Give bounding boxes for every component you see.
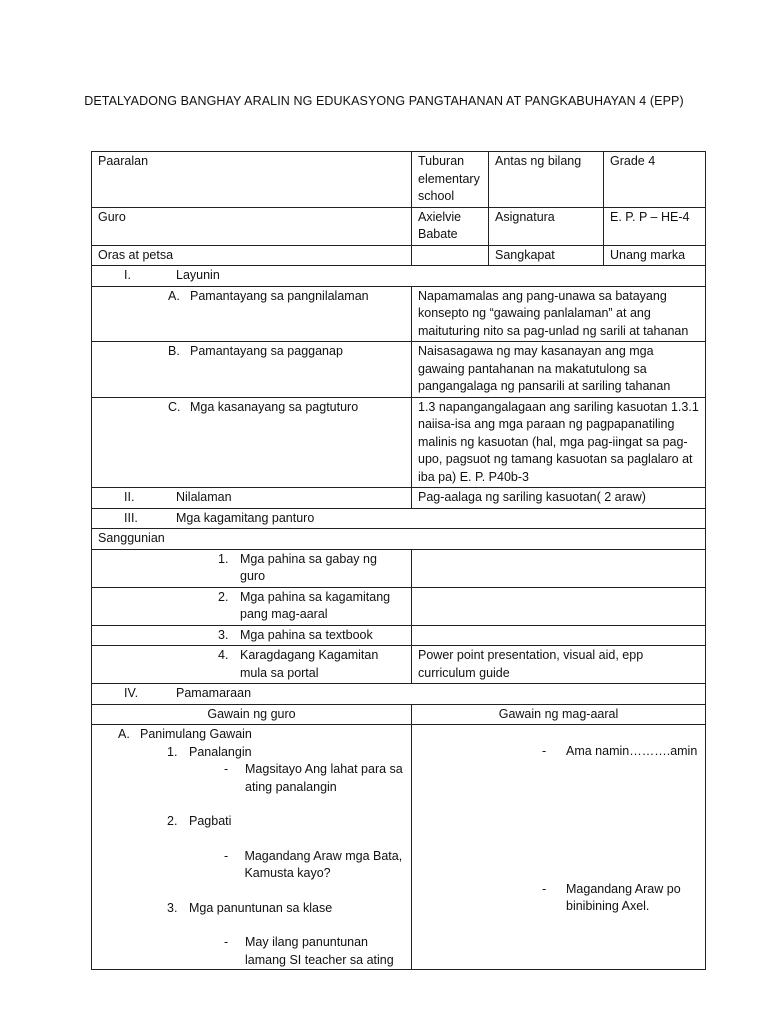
- resp2-text: Magandang Araw po binibining Axel.: [566, 881, 681, 913]
- sanggunian-item-label: Mga pahina sa kagamitang pang mag-aaral: [240, 589, 391, 621]
- sanggunian-item-num: 2.: [218, 589, 229, 604]
- sanggunian-item: [92, 625, 412, 646]
- layunin-a-letter: A.: [168, 288, 180, 303]
- layunin-a-value: Napamamalas ang pang-unawa sa batayang konsepto ng “gawaing panlalaman” at ang maituturing nito sa pag-unlad ng sarili at tahanan: [412, 286, 706, 342]
- step1-label: Panalangin: [189, 744, 252, 759]
- sanggunian-item-value: [412, 549, 706, 587]
- step1-num: 1.: [167, 744, 178, 759]
- oras-value: [412, 245, 489, 266]
- paaralan-label: Paaralan: [92, 152, 412, 208]
- sanggunian-item-label: Mga pahina sa gabay ng guro: [240, 551, 377, 583]
- layunin-c-cell: [92, 397, 412, 488]
- layunin-c-label: Mga kasanayang sa pagtuturo: [190, 399, 359, 414]
- guro-value: Axielvie Babate: [412, 207, 489, 245]
- sanggunian-item-value: [412, 587, 706, 625]
- sangkapat-value: Unang marka: [604, 245, 706, 266]
- sanggunian-item: [92, 587, 412, 625]
- resp1-text: Ama namin……….amin: [566, 744, 698, 758]
- row-oras: [92, 245, 706, 266]
- row-layunin-b: [92, 342, 706, 398]
- layunin-c-letter: C.: [168, 399, 181, 414]
- layunin-b-cell: [92, 342, 412, 398]
- guro-label: Guro: [92, 207, 412, 245]
- row-sanggunian-1: [92, 549, 706, 587]
- row-layunin-a: [92, 286, 706, 342]
- row-column-headers: [92, 704, 706, 725]
- step2-text: Magandang Araw mga Bata, Kamusta kayo?: [244, 848, 403, 880]
- sanggunian-heading: Sanggunian: [92, 529, 706, 550]
- asignatura-label: Asignatura: [489, 207, 604, 245]
- row-sanggunian-3: [92, 625, 706, 646]
- row-sanggunian-4: [92, 646, 706, 684]
- kagamitan-heading: [92, 508, 706, 529]
- sanggunian-item-label: Mga pahina sa textbook: [240, 627, 373, 642]
- asignatura-value: E. P. P – HE-4: [604, 207, 706, 245]
- sanggunian-item: [92, 549, 412, 587]
- document-title: DETALYADONG BANGHAY ARALIN NG EDUKASYONG PANGTAHANAN AT PANGKABUHAYAN 4 (EPP): [84, 94, 684, 108]
- row-nilalaman: [92, 488, 706, 509]
- section-label: Panimulang Gawain: [140, 727, 252, 741]
- guro-activities: [92, 725, 412, 970]
- row-layunin-c: [92, 397, 706, 488]
- sanggunian-item-value: Power point presentation, visual aid, epp curriculum guide: [412, 646, 706, 684]
- resp2-dash: -: [542, 881, 547, 896]
- magaaral-activities: [412, 725, 706, 970]
- row-guro: [92, 207, 706, 245]
- pamamaraan-label: Pamamaraan: [176, 686, 252, 700]
- row-pamamaraan: [92, 684, 706, 705]
- col-header-magaaral: Gawain ng mag-aaral: [412, 704, 706, 725]
- layunin-b-letter: B.: [168, 344, 180, 358]
- row-sanggunian-2: [92, 587, 706, 625]
- oras-label: Oras at petsa: [92, 245, 412, 266]
- row-kagamitan: [92, 508, 706, 529]
- sanggunian-item-value: [412, 625, 706, 646]
- step3-num: 3.: [167, 900, 178, 915]
- layunin-a-label: Pamantayang sa pangnilalaman: [190, 288, 369, 303]
- row-sanggunian: [92, 529, 706, 550]
- row-panimulang-gawain: [92, 725, 706, 970]
- lesson-plan-table: [91, 151, 706, 970]
- pamamaraan-num: IV.: [124, 686, 139, 700]
- step2-dash: -: [224, 848, 229, 863]
- resp1-dash: -: [542, 744, 547, 758]
- layunin-c-value: 1.3 napangangalagaan ang sariling kasuotan 1.3.1 naiisa-isa ang mga paraan ng pagpapanatiling malinis ng kasuotan (hal, mga pag-iingat sa pag-upo, pagsuot ng tamang kasuotan sa paglalaro at iba pa) E. P. P40b-3: [412, 397, 706, 488]
- step1-dash: -: [224, 762, 229, 776]
- sangkapat-label: Sangkapat: [489, 245, 604, 266]
- step3-dash: -: [224, 935, 229, 949]
- step2-num: 2.: [167, 814, 178, 828]
- kagamitan-label: Mga kagamitang panturo: [176, 510, 315, 525]
- pamamaraan-heading: [92, 684, 706, 705]
- sanggunian-item-num: 1.: [218, 551, 229, 566]
- section-letter: A.: [118, 727, 130, 741]
- layunin-num: I.: [124, 268, 131, 282]
- paaralan-value: Tuburan elementary school: [412, 152, 489, 208]
- layunin-heading: [92, 266, 706, 287]
- sanggunian-item-num: 3.: [218, 627, 229, 642]
- layunin-b-label: Pamantayang sa pagganap: [190, 344, 343, 358]
- nilalaman-num: II.: [124, 490, 135, 504]
- step3-label: Mga panuntunan sa klase: [189, 900, 333, 915]
- col-header-guro: Gawain ng guro: [92, 704, 412, 725]
- sanggunian-item-label: Karagdagang Kagamitan mula sa portal: [240, 648, 379, 680]
- step1-text: Magsitayo Ang lahat para sa ating panalangin: [245, 762, 403, 794]
- nilalaman-value: Pag-aalaga ng sariling kasuotan( 2 araw): [412, 488, 706, 509]
- step2-label: Pagbati: [189, 814, 232, 828]
- kagamitan-num: III.: [124, 510, 138, 525]
- sanggunian-item: [92, 646, 412, 684]
- layunin-label: Layunin: [176, 268, 220, 282]
- step3-text: May ilang panuntunan lamang SI teacher sa ating: [245, 935, 394, 967]
- layunin-b-value: Naisasagawa ng may kasanayan ang mga gawaing pantahanan na makatutulong sa pangangalaga ng pansarili at sariling tahanan: [412, 342, 706, 398]
- nilalaman-heading: [92, 488, 412, 509]
- antas-label: Antas ng bilang: [489, 152, 604, 208]
- layunin-a-cell: [92, 286, 412, 342]
- row-paaralan: [92, 152, 706, 208]
- row-layunin: [92, 266, 706, 287]
- sanggunian-item-num: 4.: [218, 648, 229, 662]
- nilalaman-label: Nilalaman: [176, 490, 232, 504]
- antas-value: Grade 4: [604, 152, 706, 208]
